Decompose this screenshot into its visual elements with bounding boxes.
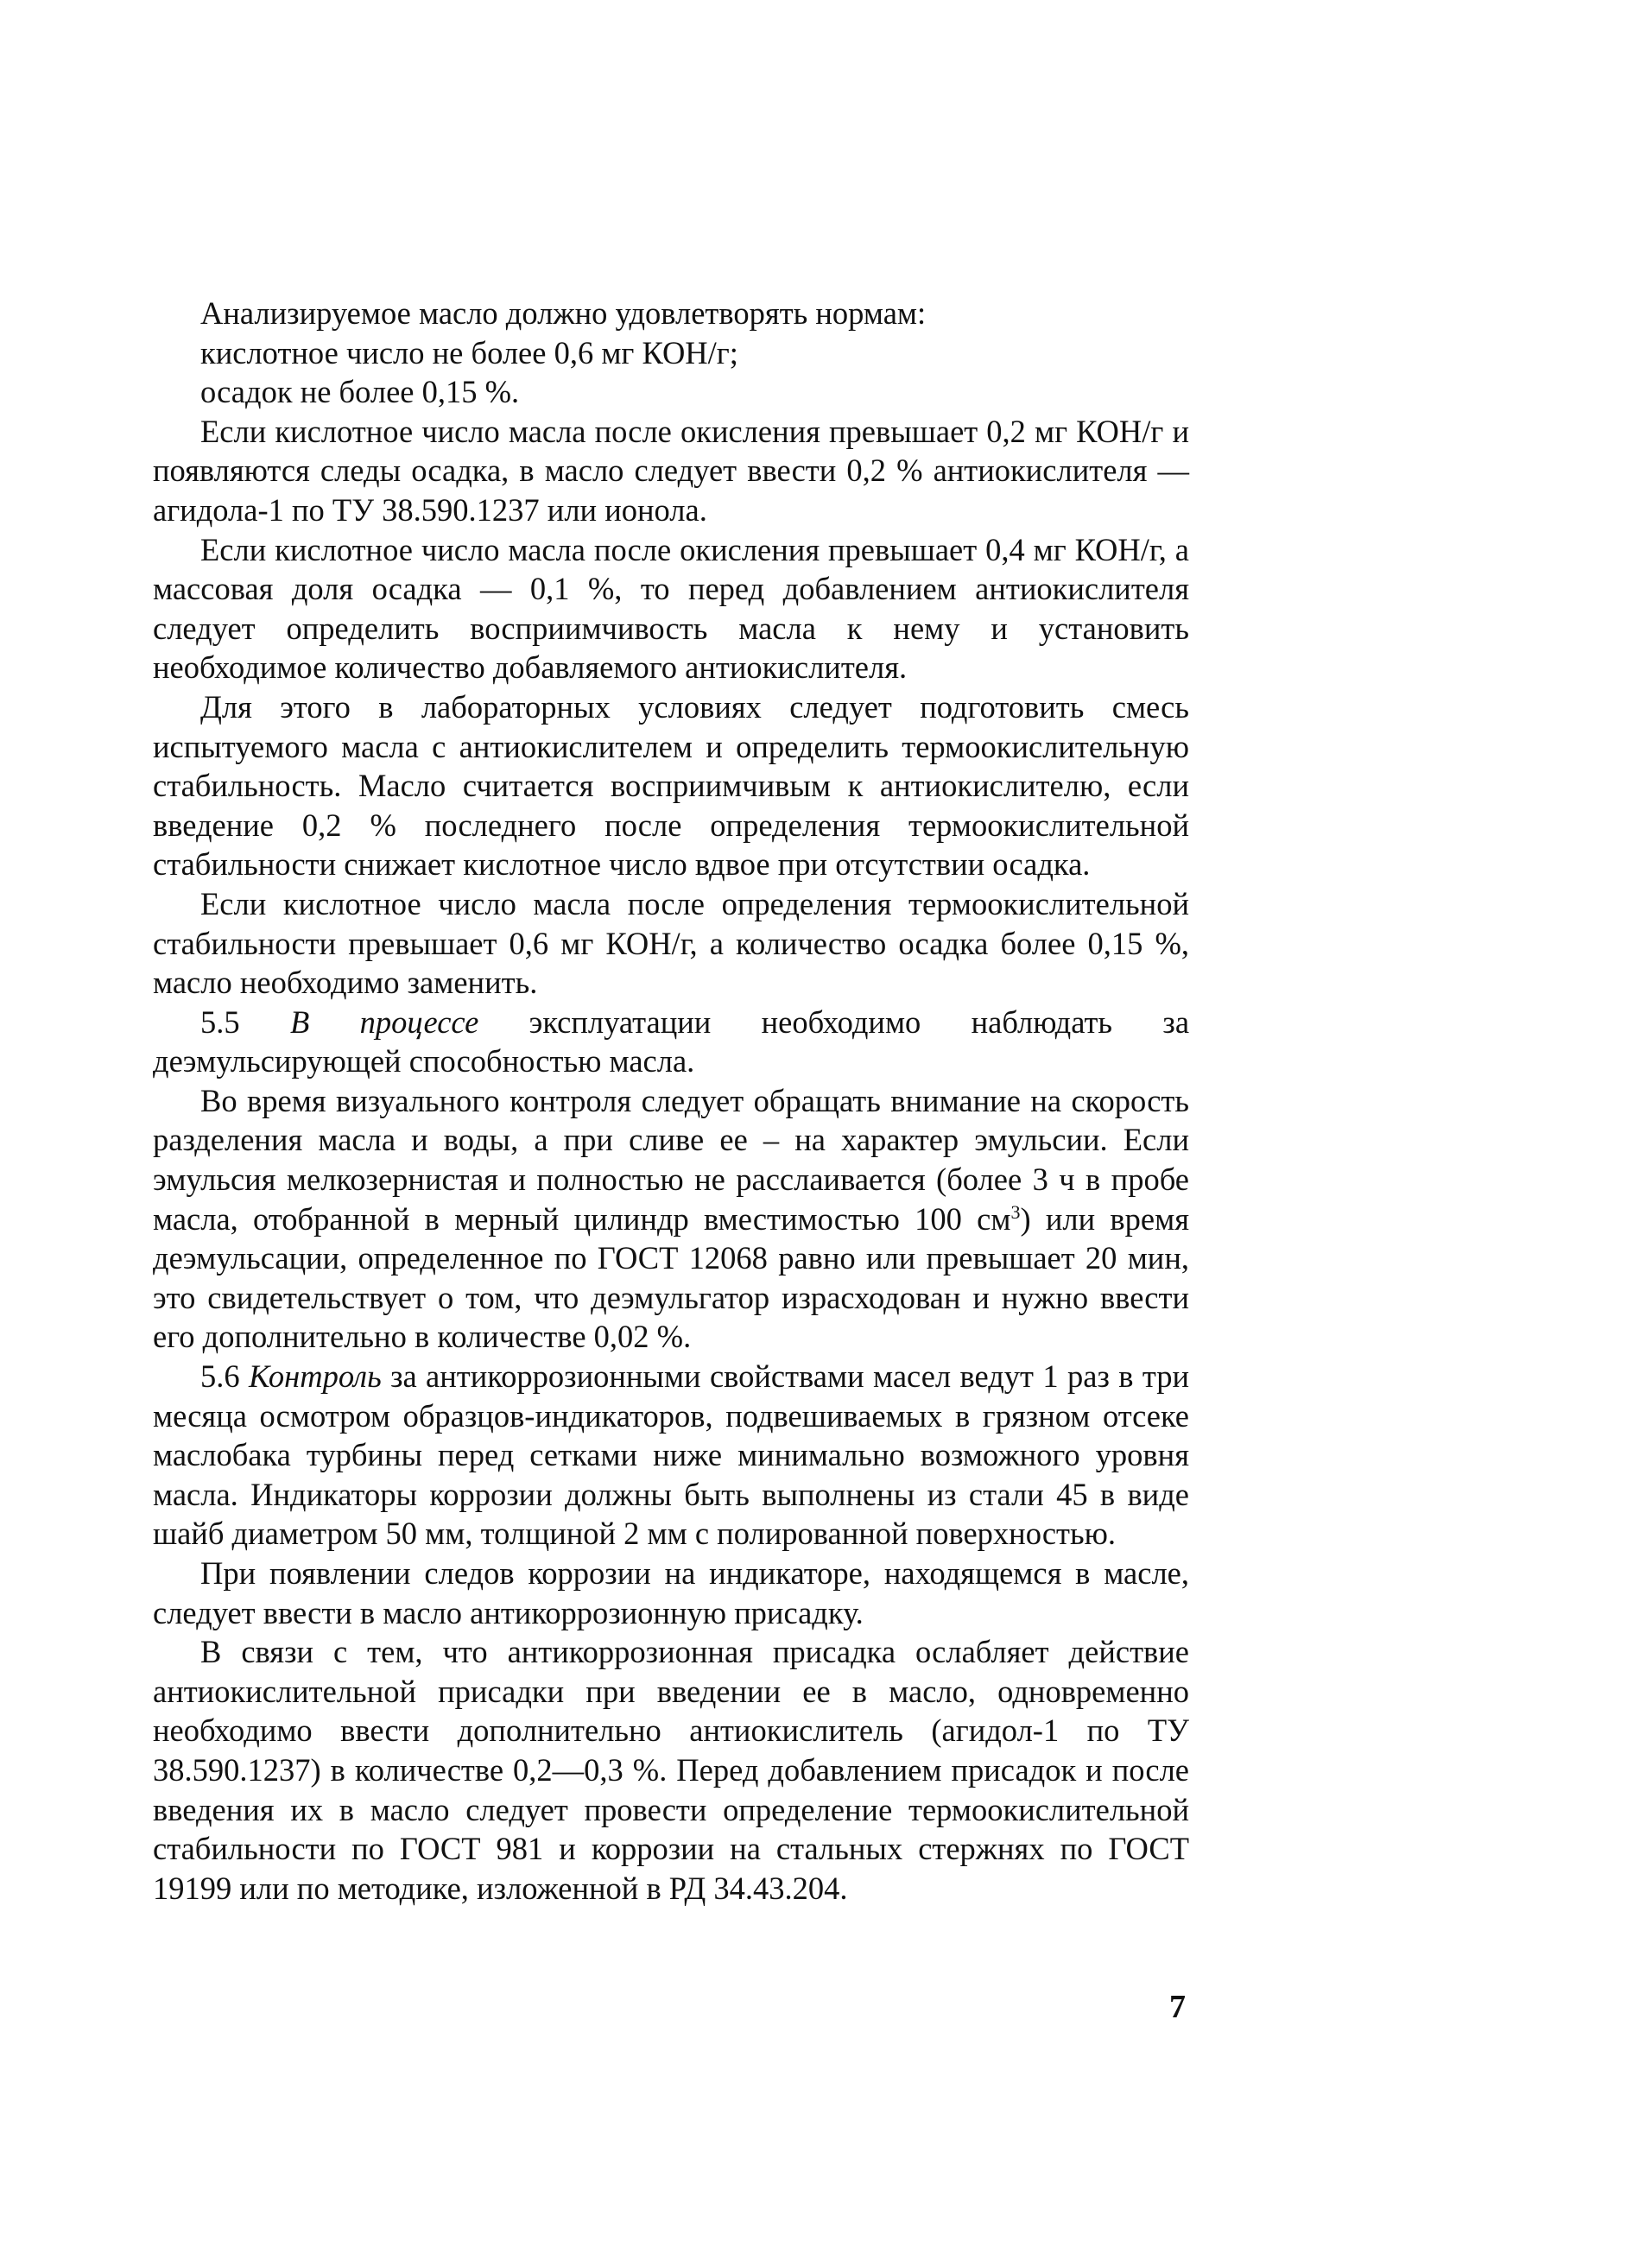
paragraph-lab-test: Для этого в лабораторных условиях следует подготовить смесь испытуемого масла с антиокислителем и определить термоокислительную стабильность. Масло считается восприимчивым к антиокислителю, если введение 0,2 % последнего после определения термоокислительной стабильности снижает кислотное число вдвое при отсутствии осадка. [153,688,1189,883]
intro-line-3: осадок не более 0,15 %. [200,374,520,410]
intro-line-2: кислотное число не более 0,6 мг КОН/г; [200,334,738,370]
paragraph-text-before: Во время визуального контроля следует обращать внимание на скорость разделения масла и воды, а при сливе ее – на характер эмульсии. Если эмульсия мелкозернистая и полностью не расслаивается (более 3 ч в пробе масла, отобранной в мерный цилиндр вместимостью 100 см [153,1082,1189,1237]
section-number: 5.5 [200,1003,240,1040]
section-text: за антикоррозионными свойствами масел ведут 1 раз в три месяца осмотром образцов-индикаторов, подвешиваемых в грязном отсеке маслобака турбины перед сетками ниже минимально возможного уровня масла. Индикаторы коррозии должны быть выполнены из стали 45 в виде шайб диаметром 50 мм, толщиной 2 мм с полированной поверхностью. [153,1358,1190,1552]
section-italic-lead: В процессе [289,1003,479,1040]
paragraph-replace-oil: Если кислотное число масла после определения термоокислительной стабильности превышает 0,6 мг КОН/г, а количество осадка более 0,15 %, масло необходимо заменить. [153,885,1189,1001]
paragraph-visual-control [153,1081,1189,1357]
paragraph-acid-number-0-4: Если кислотное число масла после окисления превышает 0,4 мг КОН/г, а массовая доля осадка — 0,1 %, то перед добавлением антиокислителя следует определить восприимчивость масла к нему и установить необходимое количество добавляемого антиокислителя. [153,531,1189,686]
superscript: 3 [1010,1200,1021,1223]
page-number: 7 [1169,1989,1186,2025]
paragraph-corrosion-traces: При появлении следов коррозии на индикаторе, находящемся в масле, следует ввести в масло антикоррозионную присадку. [153,1555,1189,1630]
paragraph-acid-number-0-2: Если кислотное число масла после окисления превышает 0,2 мг КОН/г и появляются следы осадка, в масло следует ввести 0,2 % антиокислителя — агидола-1 по ТУ 38.590.1237 или ионола. [153,413,1189,528]
intro-line-1: Анализируемое масло должно удовлетворять нормам: [200,295,927,331]
section-5-5 [153,1003,1189,1081]
paragraph-text-after: ) или время деэмульсации, определенное по ГОСТ 12068 равно или превышает 20 мин, это свидетельствует о том, что деэмульгатор израсходован и нужно ввести его дополнительно в количестве 0,02 %. [153,1200,1189,1355]
section-italic-lead: Контроль [249,1358,382,1395]
paragraph-additives: В связи с тем, что антикоррозионная присадка ослабляет действие антиокислительной присадки при введении ее в масло, одновременно необходимо ввести дополнительно антиокислитель (агидол-1 по ТУ 38.590.1237) в количестве 0,2—0,3 %. Перед добавлением присадок и после введения их в масло следует провести определение термоокислительной стабильности по ГОСТ 981 и коррозии на стальных стержнях по ГОСТ 19199 или по методике, изложенной в РД 34.43.204. [153,1634,1189,1906]
section-text: эксплуатации необходимо наблюдать за деэмульсирующей способностью масла. [153,1003,1190,1079]
document-body [153,294,1189,1908]
section-number: 5.6 [200,1358,240,1395]
section-5-6 [153,1357,1189,1554]
